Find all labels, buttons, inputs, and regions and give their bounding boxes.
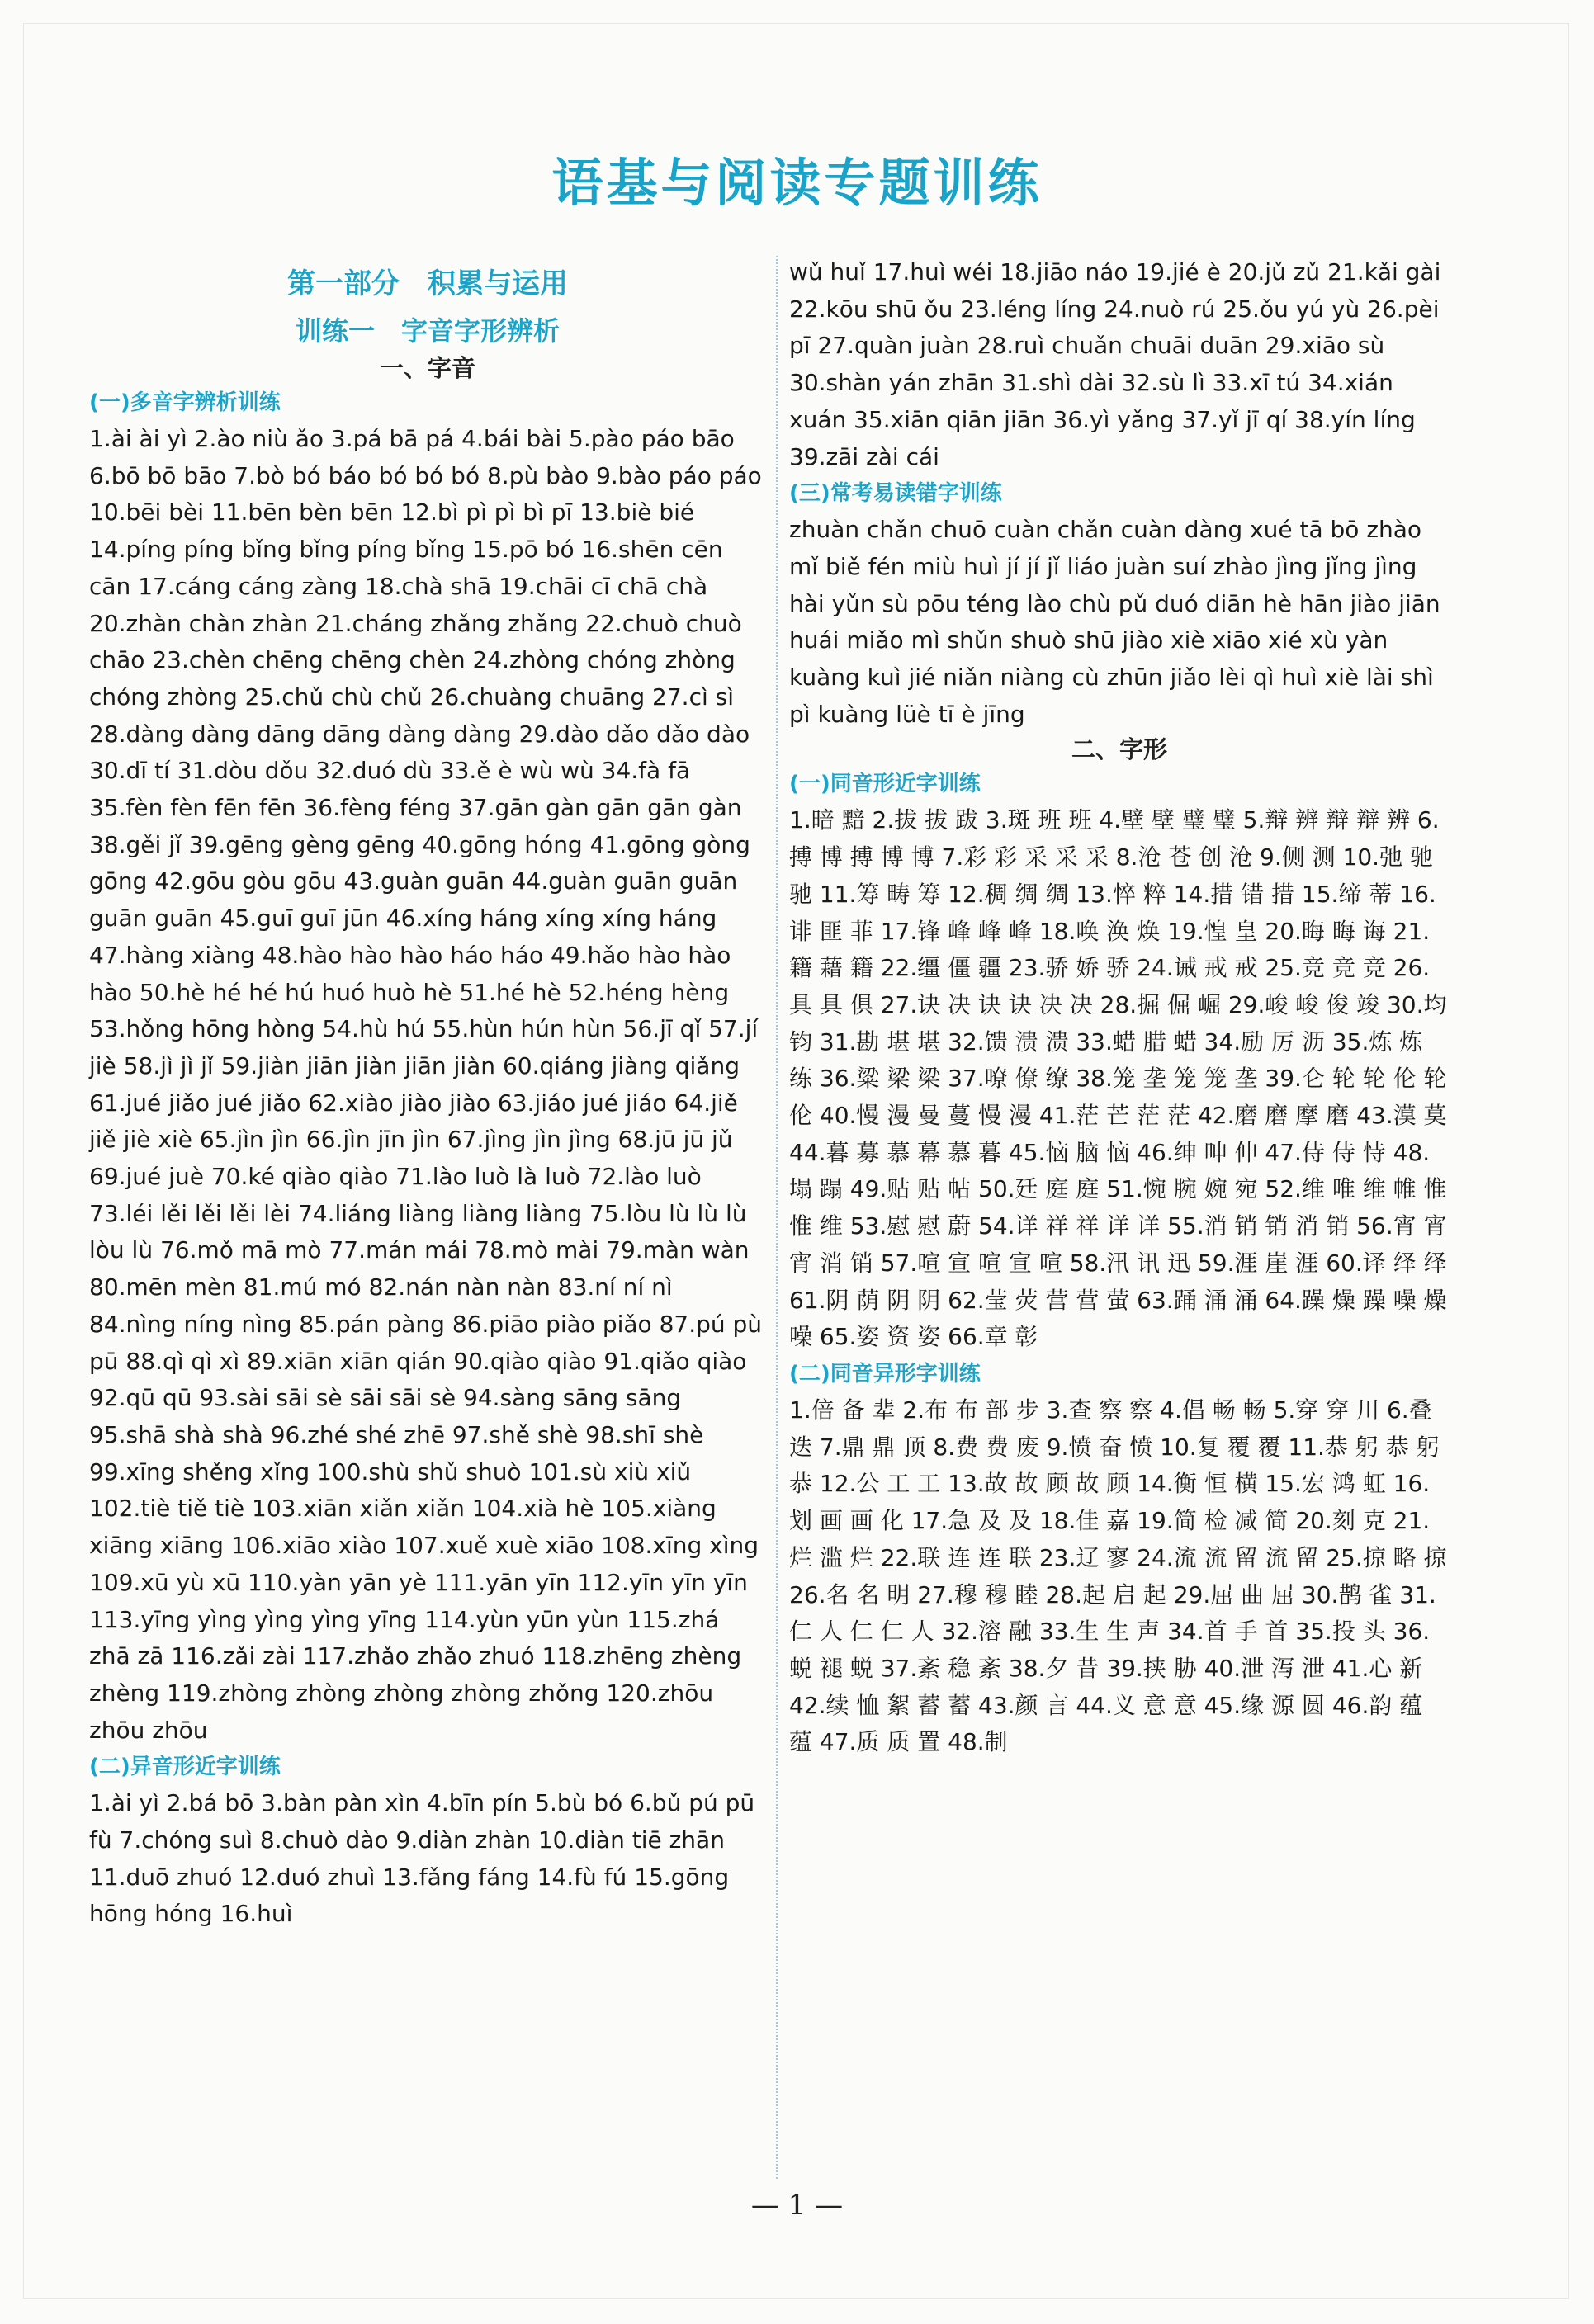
sub-heading-glyph: 二、字形: [1071, 735, 1167, 764]
page-title: 语基与阅读专题训练: [551, 153, 1043, 213]
answers-homophone-different: 1.倍 备 辈 2.布 布 部 步 3.查 察 察 4.倡 畅 畅 5.穿 穿 川 6.叠 迭 7.鼎 鼎 顶 8.费 费 废 9.愤 奋 愤 10.复 覆 覆 11.恭 躬 恭 躬 恭 12.公 工 工 13.故 故 顾 故 顾 14.衡 恒 横 15.宏 鸿 虹 16.划 画 画 化 17.急 及 及 18.佳 嘉 19.简 检 减 简 20.刻 克 21.烂 滥 烂 22.联 连 连 联 23.辽 寥 24.流 流 留 流 留 25.掠 略 掠 26.名 名 明 27.穆 穆 睦 28.起 启 起 29.屈 曲 屈 30.鹊 雀 31.仁 人 仁 仁 人 32.溶 融 33.生 生 声 34.首 手 首 35.投 头 36.蜕 褪 蜕 37.紊 稳 紊 38.夕 昔 39.挟 胁 40.泄 泻 泄 41.心 新 42.续 恤 絮 蓄 蓄 43.颜 言 44.义 意 意 45.缘 源 圆 46.韵 蕴 蕴 47.质 质 置 48.制: [789, 1396, 1454, 1756]
left-column: [89, 254, 769, 1933]
section-label-homophone-similar: (一)同音形近字训练: [789, 772, 981, 797]
answers-misread: zhuàn chǎn chuō cuàn chǎn cuàn dàng xué tā bō zhào mǐ biě fén miù huì jí jí jǐ liáo juàn suí zhào jìng jǐng jìng hài yǔn sù pōu téng lào chù pǔ duó diān hè hān jiào jiān huái miǎo mì shǔn shuò shū jiào xiè xiāo xié xù yàn kuàng kuì jié niǎn niàng cù zhūn jiǎo lèi qì huì xiè lài shì pì kuàng lüè tī è jīng: [789, 516, 1448, 728]
training-title: 训练一 字音字形辨析: [295, 315, 560, 347]
column-divider: [776, 256, 778, 2179]
part-title: 第一部分 积累与运用: [287, 267, 568, 300]
answers-continued: wǔ huǐ 17.huì wéi 18.jiāo náo 19.jié è 20.jǔ zǔ 21.kǎi gài 22.kōu shū ǒu 23.léng líng 24.nuò rú 25.ǒu yú yù 26.pèi pī 27.quàn juàn 28.ruì chuǎn chuāi duān 29.xiāo sù 30.shàn yán zhān 31.shì dài 32.sù lì 33.xī tú 34.xián xuán 35.xiān qiān jiān 36.yì yǎng 37.yǐ jī qí 38.yín líng 39.zāi zài cái: [789, 258, 1449, 470]
section-label-homophone-different: (二)同音异形字训练: [789, 1361, 981, 1386]
section-label-misread: (三)常考易读错字训练: [789, 481, 1002, 507]
answers-similar-different-sound: 1.ài yì 2.bá bō 3.bàn pàn xìn 4.bīn pín 5.bù bó 6.bǔ pú pū fù 7.chóng suì 8.chuò dào 9.diàn zhàn 10.diàn tiē zhān 11.duō zhuó 12.duó zhuì 13.fǎng fáng 14.fù fú 15.gōng hōng hóng 16.huì: [89, 1789, 763, 1928]
sub-heading-pronunciation: 一、字音: [379, 354, 475, 382]
right-column: [789, 254, 1454, 1761]
section-label-similar-different-sound: (二)异音形近字训练: [89, 1755, 281, 1780]
section-label-polyphone: (一)多音字辨析训练: [89, 390, 281, 415]
answers-polyphone: 1.ài ài yì 2.ào niù ǎo 3.pá bā pá 4.bái bài 5.pào páo bāo 6.bō bō bāo 7.bò bó báo bó bó bó 8.pù bào 9.bào páo páo 10.bēi bèi 11.bēn bèn bēn 12.bì pì pì bì pī 13.biè bié 14.píng píng bǐng bǐng píng bǐng 15.pō bó 16.shēn cēn cān 17.cáng cáng zàng 18.chà shā 19.chāi cī chā chà 20.zhàn chàn zhàn 21.cháng zhǎng zhǎng 22.chuò chuò chāo 23.chèn chēng chēng chèn 24.zhòng chóng zhòng chóng zhòng 25.chǔ chù chǔ 26.chuàng chuāng 27.cì sì 28.dàng dàng dāng dāng dàng dàng 29.dào dǎo dǎo dào 30.dī tí 31.dòu dǒu 32.duó dù 33.ě è wù wù 34.fà fā 35.fèn fèn fēn fēn 36.fèng féng 37.gān gàn gān gān gàn 38.gěi jǐ 39.gēng gèng gēng 40.gōng hóng 41.gōng gòng gōng 42.gōu gòu gōu 43.guàn guān 44.guàn guān guān guān guān 45.guī guī jūn 46.xíng háng xíng xíng háng 47.hàng xiàng 48.hào hào hào háo háo 49.hǎo hào hào hào 50.hè hé hé hú huó huò hè 51.hé hè 52.héng hèng 53.hǒng hōng hòng 54.hù hú 55.hùn hún hùn 56.jī qǐ 57.jí jiè 58.jì jì jǐ 59.jiàn jiān jiàn jiān jiàn 60.qiáng jiàng qiǎng 61.jué jiǎo jué jiǎo 62.xiào jiào jiào 63.jiáo jué jiáo 64.jiě jiě jiè xiè 65.jìn jìn 66.jìn jīn jìn 67.jìng jìn jìng 68.jū jū jǔ 69.jué juè 70.ké qiào qiào 71.lào luò là luò 72.lào luò 73.léi lěi lěi lěi lèi 74.liáng liàng liàng liàng 75.lòu lù lù lù lòu lù 76.mǒ mā mò 77.mán mái 78.mò mài 79.màn wàn 80.mēn mèn 81.mú mó 82.nán nàn nàn 83.ní ní nì 84.nìng níng nìng 85.pán pàng 86.piāo piào piǎo 87.pú pù pū 88.qì qì xì 89.xiān xiān qián 90.qiào qiào 91.qiǎo qiào 92.qū qū 93.sài sāi sè sāi sāi sè 94.sàng sāng sāng 95.shā shà shà 96.zhé shé zhē 97.shě shè 98.shī shè 99.xīng shěng xǐng 100.shù shǔ shuò 101.sù xiù xiǔ 102.tiè tiě tiè 103.xiān xiǎn xiǎn 104.xià hè 105.xiàng xiāng xiāng 106.xiāo xiào 107.xuě xuè xiāo 108.xīng xìng 109.xū yù xū 110.yàn yān yè 111.yān yīn 112.yīn yīn yīn 113.yīng yìng yìng yìng yīng 114.yùn yūn yùn 115.zhá zhā zā 116.zǎi zài 117.zhǎo zhǎo zhuó 118.zhēng zhèng zhèng 119.zhòng zhòng zhòng zhòng zhǒng 120.zhōu zhōu zhōu: [89, 425, 769, 1744]
page-number: — 1 —: [750, 2189, 844, 2222]
answers-homophone-similar: 1.暗 黯 2.拔 拔 跋 3.斑 班 班 4.壁 壁 璧 璧 5.辩 辨 辩 辩 辨 6.搏 博 搏 博 博 7.彩 彩 采 采 采 8.沧 苍 创 沧 9.侧 测 10.弛 驰 驰 11.筹 畴 筹 12.稠 绸 绸 13.悴 粹 14.措 错 措 15.缔 蒂 16.诽 匪 菲 17.锋 峰 峰 峰 18.唤 涣 焕 19.惶 皇 20.晦 晦 诲 21.籍 藉 籍 22.缰 僵 疆 23.骄 娇 骄 24.诫 戒 戒 25.竞 竞 竞 26.具 具 俱 27.诀 决 诀 诀 决 决 28.掘 倔 崛 29.峻 峻 俊 竣 30.均 钧 31.勘 堪 堪 32.馈 溃 溃 33.蜡 腊 蜡 34.励 厉 沥 35.炼 炼 练 36.粱 梁 梁 37.嘹 僚 缭 38.笼 垄 笼 笼 垄 39.仑 轮 轮 伦 轮 伦 40.慢 漫 曼 蔓 慢 漫 41.茫 芒 茫 茫 42.磨 磨 摩 磨 43.漠 莫 44.暮 募 慕 幕 慕 暮 45.恼 脑 恼 46.绅 呻 伸 47.侍 侍 恃 48. 塌 蹋 49.贴 贴 帖 50.廷 庭 庭 51.惋 腕 婉 宛 52.维 唯 维 帷 惟 惟 维 53.慰 慰 蔚 54.详 祥 祥 详 详 55.消 销 销 消 销 56.宵 宵 宵 消 销 57.喧 宣 喧 宣 喧 58.汛 讯 迅 59.涯 崖 涯 60.译 绎 绎 61.阴 荫 阴 阴 62.莹 荧 营 营 萤 63.踊 涌 涌 64.躁 燥 躁 噪 燥 噪 65.姿 资 姿 66.章 彰: [789, 806, 1454, 1351]
